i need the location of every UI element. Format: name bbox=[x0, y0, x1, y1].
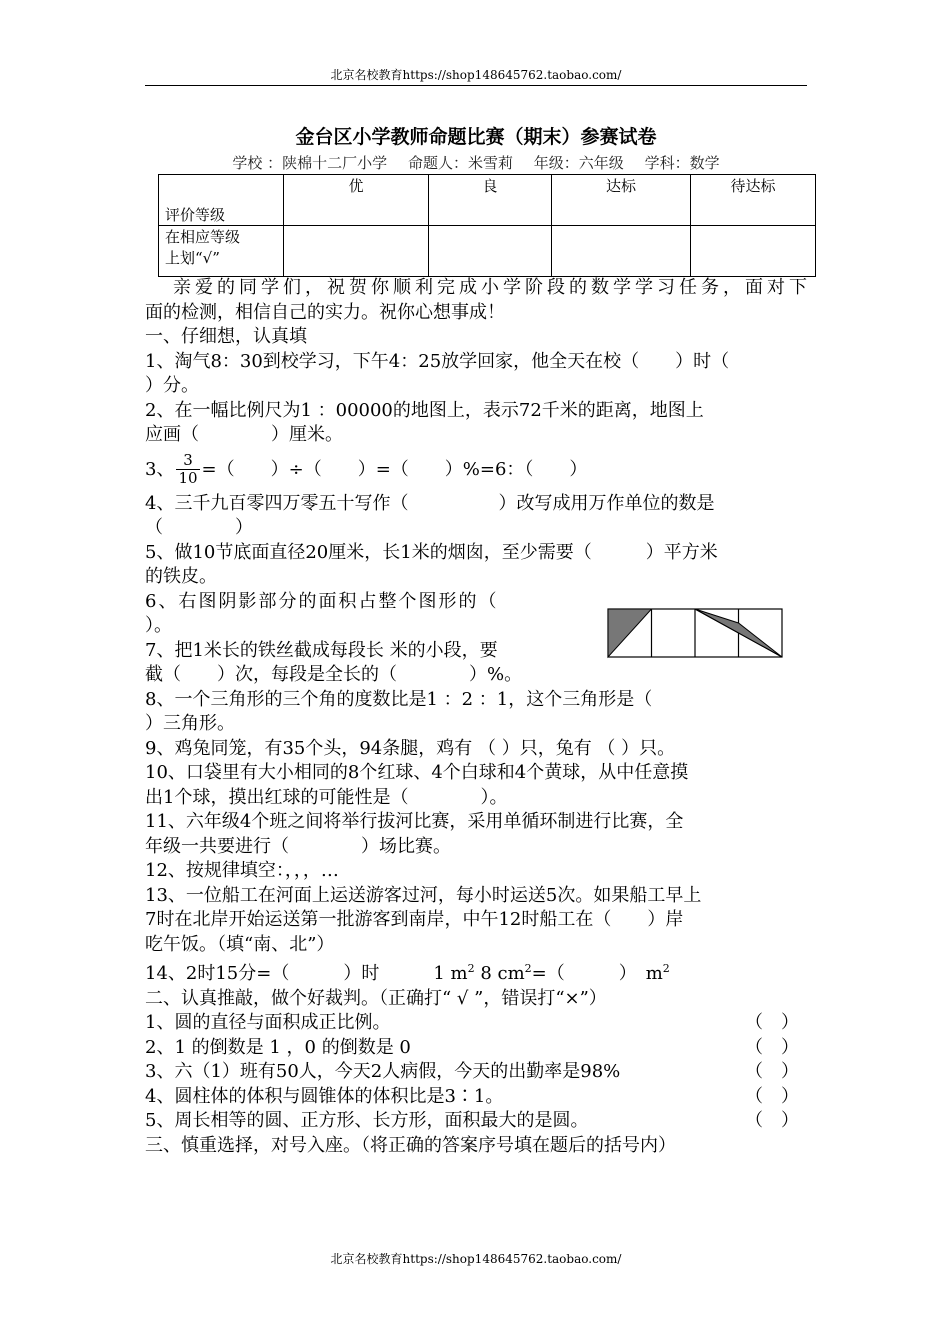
grade-table-row bbox=[159, 175, 816, 226]
judge-text: 2、1 的倒数是 1 ，0 的倒数是 0 bbox=[145, 1036, 411, 1058]
question-line: 1、淘气8：30到校学习，下午4：25放学回家，他全天在校（ ）时（ bbox=[145, 350, 730, 372]
judge-text: 5、周长相等的圆、正方形、长方形，面积最大的是圆。 bbox=[145, 1110, 589, 1131]
grade-mark-label bbox=[159, 226, 284, 277]
fraction-denominator: 10 bbox=[178, 469, 198, 487]
question-line: 应画（ ）厘米。 bbox=[145, 424, 343, 445]
judge-text: 4、圆柱体的体积与圆锥体的体积比是3∶1。 bbox=[145, 1085, 504, 1107]
question-line: ）。 bbox=[145, 615, 172, 636]
section-heading: 二、认真推敲，做个好裁判。（正确打“ √ ”，错误打“×”） bbox=[145, 987, 607, 1009]
question-line: 出1个球，摸出红球的可能性是（ ）。 bbox=[145, 786, 508, 808]
question-line: 8、一个三角形的三个角的度数比是1 ：2 ：1，这个三角形是（ bbox=[145, 688, 653, 710]
question-line: 4、三千九百零四万零五十写作（ ）改写成用万作单位的数是 bbox=[145, 492, 715, 514]
question-line: 年级一共要进行（ ）场比赛。 bbox=[145, 835, 451, 857]
section-heading: 三、慎重选择，对号入座。（将正确的答案序号填在题后的括号内） bbox=[145, 1134, 676, 1156]
q3-rest: =（ ）÷（ ）=（ ）%=6：（ ） bbox=[201, 458, 588, 480]
question-line: 5、做10节底面直径20厘米，长1米的烟囱，至少需要（ ）平方米 bbox=[145, 541, 718, 563]
grade-mark-cell[interactable] bbox=[691, 226, 816, 277]
superscript: 2 bbox=[662, 962, 670, 975]
meta-school: 学校 ：陕棉十二厂小学 bbox=[232, 154, 388, 172]
question-line bbox=[145, 957, 807, 987]
question-line: 9、鸡兔同笼，有35个头，94条腿，鸡有 （ ）只，兔有 （ ）只。 bbox=[145, 737, 676, 759]
grade-label: 评价等级 bbox=[159, 175, 284, 226]
superscript: 2 bbox=[467, 962, 475, 975]
question-line: 12、按规律填空：，，，… bbox=[145, 860, 339, 881]
question-line: （ ） bbox=[145, 517, 253, 538]
answer-bracket[interactable]: （ ） bbox=[745, 1012, 799, 1033]
section-heading: 一、仔细想，认真填 bbox=[145, 326, 307, 347]
grade-table-row bbox=[159, 226, 816, 277]
answer-bracket[interactable]: （ ） bbox=[745, 1036, 799, 1058]
exam-meta bbox=[145, 152, 807, 173]
page-footer: 北京名校教育https://shop148645762.taobao.com/ bbox=[330, 1252, 622, 1266]
grade-level: 优 bbox=[284, 175, 429, 226]
fraction-numerator: 3 bbox=[176, 452, 199, 470]
grade-level: 待达标 bbox=[691, 175, 816, 226]
q14-part: =（ ） m bbox=[531, 963, 663, 984]
page-title: 金台区小学教师命题比赛（期末）参赛试卷 bbox=[295, 126, 657, 148]
question-line: 2、在一幅比例尺为1 ：00000的地图上，表示72千米的距离，地图上 bbox=[145, 399, 704, 421]
grade-mark-label-line: 在相应等级 bbox=[165, 228, 241, 246]
intro-line: 亲爱的同学们，祝贺你顺利完成小学阶段的数学学习任务，面对下 bbox=[173, 277, 807, 298]
meta-subject: 学科：数学 bbox=[644, 154, 720, 172]
question-line: 的铁皮。 bbox=[145, 566, 217, 587]
grade-mark-cell[interactable] bbox=[552, 226, 691, 277]
meta-author: 命题人：米雪莉 bbox=[407, 154, 513, 172]
question-line: 吃午饭。（填“南、北”） bbox=[145, 933, 335, 955]
judge-item bbox=[145, 1109, 807, 1134]
grade-mark-cell[interactable] bbox=[429, 226, 552, 277]
judge-item bbox=[145, 1036, 807, 1061]
question-line: 7时在北岸开始运送第一批游客到南岸，中午12时船工在（ ）岸 bbox=[145, 909, 684, 930]
grade-mark-cell[interactable] bbox=[284, 226, 429, 277]
judge-item bbox=[145, 1011, 807, 1036]
grade-mark-label-line: 上划“√” bbox=[165, 249, 220, 267]
question-line: ）分。 bbox=[145, 375, 199, 396]
grade-level: 良 bbox=[429, 175, 552, 226]
shaded-rectangle-figure bbox=[607, 608, 785, 660]
q3-prefix: 3、 bbox=[145, 458, 175, 480]
header-rule bbox=[145, 85, 807, 86]
grade-level: 达标 bbox=[552, 175, 691, 226]
page-header: 北京名校教育https://shop148645762.taobao.com/ bbox=[330, 68, 622, 82]
answer-bracket[interactable]: （ ） bbox=[745, 1061, 799, 1082]
answer-bracket[interactable]: （ ） bbox=[745, 1110, 799, 1131]
question-line bbox=[145, 448, 807, 492]
q14-part: 14、2时15分=（ ）时 1 m bbox=[145, 963, 468, 984]
judge-item bbox=[145, 1060, 807, 1085]
question-line: 6、右图阴影部分的面积占整个图形的（ bbox=[145, 590, 499, 612]
judge-text: 1、圆的直径与面积成正比例。 bbox=[145, 1012, 391, 1033]
grade-table bbox=[158, 174, 816, 277]
q14-part: 8 cm bbox=[474, 963, 525, 984]
question-line: 13、一位船工在河面上运送游客过河，每小时运送5次。如果船工早上 bbox=[145, 884, 702, 906]
judge-text: 3、六（1）班有50人，今天2人病假，今天的出勤率是98% bbox=[145, 1061, 621, 1082]
question-line: 截（ ）次，每段是全长的（ ）%。 bbox=[145, 664, 523, 685]
question-line: 11、六年级4个班之间将举行拔河比赛，采用单循环制进行比赛，全 bbox=[145, 811, 684, 832]
superscript: 2 bbox=[524, 962, 532, 975]
question-line: 7、把1米长的铁丝截成每段长 米的小段，要 bbox=[145, 639, 498, 661]
question-line: 10、口袋里有大小相同的8个红球、4个白球和4个黄球，从中任意摸 bbox=[145, 762, 689, 783]
meta-grade: 年级：六年级 bbox=[533, 154, 624, 172]
exam-body bbox=[145, 276, 807, 1158]
fraction bbox=[176, 452, 199, 487]
question-line: ）三角形。 bbox=[145, 713, 235, 734]
answer-bracket[interactable]: （ ） bbox=[745, 1085, 799, 1107]
intro-line: 面的检测，相信自己的实力。祝你心想事成！ bbox=[145, 301, 505, 323]
judge-item bbox=[145, 1085, 807, 1110]
